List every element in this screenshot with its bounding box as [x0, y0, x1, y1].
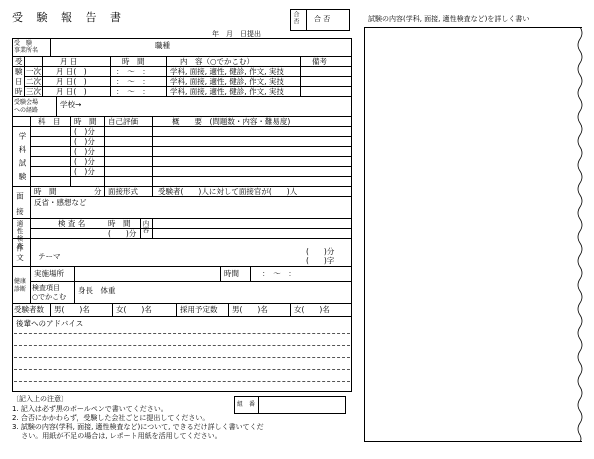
details-heading: 試験の内容(学科, 面接, 適性検査など)を詳しく書い: [368, 15, 530, 23]
essay-side-label: 作文: [15, 244, 25, 263]
torn-edge: [576, 27, 586, 442]
schedule-header-content: 内 容（○でかこむ）: [180, 57, 255, 66]
subjects-header-time: 時 間: [74, 117, 97, 126]
round-3-date[interactable]: 月 日( ): [56, 87, 87, 96]
subject-4-time[interactable]: ( )分: [74, 157, 95, 166]
page-title: 受 験 報 告 書: [12, 11, 126, 24]
round-1-content[interactable]: 学科, 面接, 適性, 健診, 作文, 実技: [170, 67, 284, 76]
subjects-header-subject: 科 目: [38, 117, 61, 126]
route-label: 受験会場 への経路: [14, 99, 39, 114]
health-place-label: 実施場所: [34, 269, 64, 278]
essay-theme-label: テーマ: [38, 252, 61, 261]
aptitude-name-label: 検 査 名: [58, 219, 86, 228]
advice-field[interactable]: [14, 328, 350, 388]
aptitude-time-value[interactable]: ( )分: [108, 229, 137, 238]
round-3-content[interactable]: 学科, 面接, 適性, 健診, 作文, 実技: [170, 87, 284, 96]
interview-minutes[interactable]: 分: [94, 187, 102, 196]
notes-title: 〔記入上の注意〕: [12, 395, 68, 403]
route-value[interactable]: 学校→: [60, 100, 82, 109]
schedule-header-time: 時 間: [122, 57, 145, 66]
health-time-label: 時間: [224, 269, 239, 278]
round-3-time[interactable]: ： ～ ：: [116, 87, 150, 96]
round-2-date[interactable]: 月 日( ): [56, 77, 87, 86]
subject-3-time[interactable]: ( )分: [74, 147, 95, 156]
interview-side-label: 面接: [15, 192, 25, 223]
health-items-label: 検査項目 ○でかこむ: [32, 284, 67, 301]
company-field[interactable]: [52, 40, 142, 54]
counts-planned-male[interactable]: 男( )名: [232, 305, 268, 314]
note-item-3: 3. 試験の内容(学科, 面接, 適性検査など)について, できるだけ詳しく書いてくだ: [12, 423, 264, 431]
round-1-time[interactable]: ： ～ ：: [116, 67, 150, 76]
schedule-header-note: 備考: [312, 57, 327, 66]
round-1: 一次: [26, 67, 41, 76]
round-3: 三次: [26, 87, 41, 96]
interview-format-label: 面接形式: [108, 187, 138, 196]
advice-label: 後輩へのアドバイス: [16, 319, 84, 328]
schedule-header-side: 受: [15, 57, 23, 66]
counts-examinees-label: 受験者数: [14, 305, 44, 314]
counts-male[interactable]: 男( )名: [54, 305, 90, 314]
job-field[interactable]: [180, 40, 345, 54]
job-label: 職種: [155, 41, 170, 50]
subject-1-time[interactable]: ( )分: [74, 127, 95, 136]
counts-planned-female[interactable]: 女( )名: [294, 305, 330, 314]
round-2-time[interactable]: ： ～ ：: [116, 77, 150, 86]
health-side-label: 健康 診断: [14, 278, 27, 293]
interview-time-label: 時 間: [34, 187, 57, 196]
aptitude-side-label: 適性検査: [15, 220, 24, 250]
details-panel[interactable]: [364, 27, 582, 442]
result-label: 合否: [292, 11, 299, 25]
subject-2-time[interactable]: ( )分: [74, 137, 95, 146]
company-label: 受 験 事業所名: [14, 40, 39, 54]
note-item-2: 2. 合否にかかわらず，受験した会社ごとに提出してください。: [12, 414, 210, 422]
result-value: 合 否: [314, 15, 331, 23]
class-number-label: 組 番: [237, 401, 256, 408]
subjects-header-eval: 自己評価: [108, 117, 138, 126]
schedule-side-2: 日: [15, 77, 23, 86]
schedule-header-date: 月 日: [60, 57, 78, 66]
submission-date: 年 月 日提出: [212, 30, 261, 38]
schedule-side-1: 験: [15, 67, 23, 76]
subjects-header-summary: 概 要 (問題数・内容・難易度): [172, 117, 291, 126]
aptitude-content-label: 内容: [141, 220, 150, 233]
counts-female[interactable]: 女( )名: [116, 305, 152, 314]
interview-examinees[interactable]: 受験者( )人に対して面接官が( )人: [158, 187, 298, 196]
round-2: 二次: [26, 77, 41, 86]
round-2-content[interactable]: 学科, 面接, 適性, 健診, 作文, 実技: [170, 77, 284, 86]
interview-impressions-label: 反省・感想など: [34, 198, 87, 207]
aptitude-time-label: 時 間: [108, 219, 131, 228]
health-items-value[interactable]: 身長 体重: [78, 286, 116, 295]
round-1-date[interactable]: 月 日( ): [56, 67, 87, 76]
essay-limit[interactable]: ( )分 ( )字: [306, 247, 335, 265]
counts-planned-label: 採用予定数: [180, 305, 218, 314]
note-item-4: さい。用紙が不足の場合は, レポート用紙を活用してください。: [12, 432, 222, 440]
schedule-side-3: 時: [15, 87, 23, 96]
subjects-side-label: 学科試験: [18, 132, 27, 186]
subject-5-time[interactable]: ( )分: [74, 167, 95, 176]
note-item-1: 1. 記入は必ず黒のボールペンで書いてください。: [12, 405, 168, 413]
health-time-value[interactable]: ： ～ ：: [262, 269, 296, 278]
